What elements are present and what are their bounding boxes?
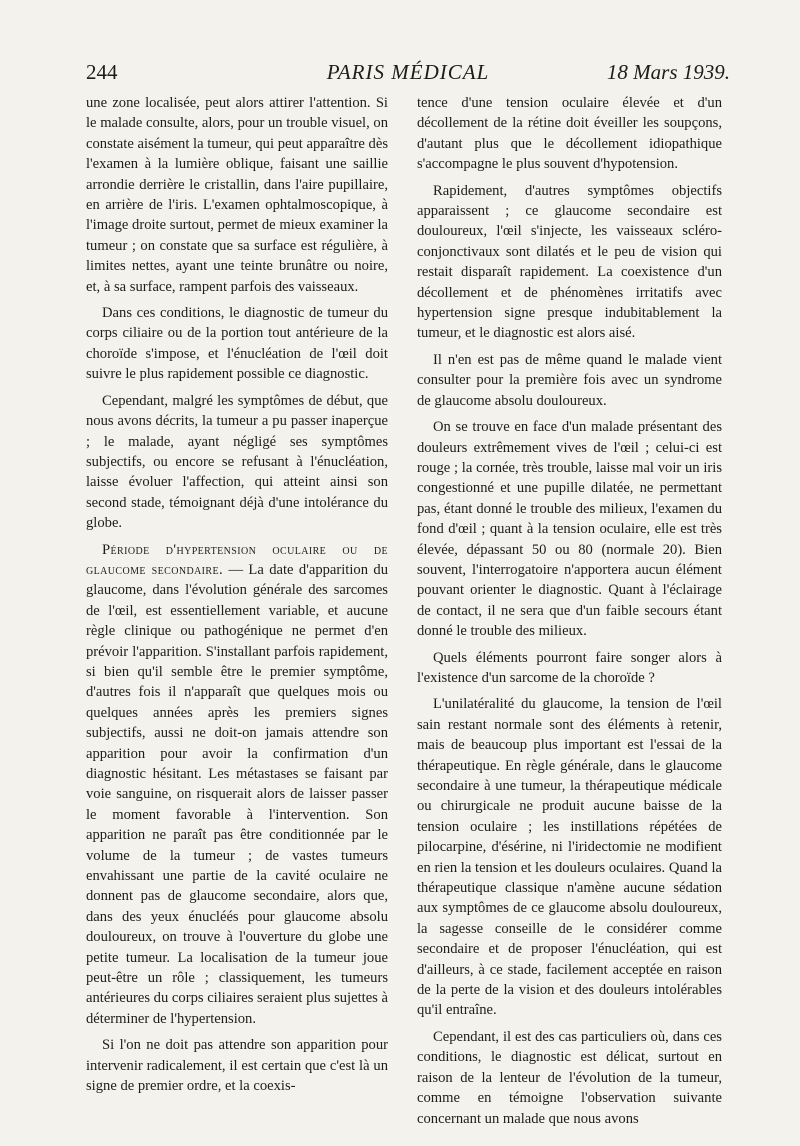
paragraph: Cependant, malgré les symptômes de début, que nous avons décrits, la tumeur a pu passer inaperçue ; le malade, ayant négligé ses symptômes subjectifs, ou encore se refusant à l'énucléation, laisse évoluer l'affection, qui atteint ainsi son second stade, témoignant déjà d'une intolérance du globe. xyxy=(86,392,388,532)
paragraph: Si l'on ne doit pas attendre son apparition pour intervenir radicalement, il est certain que c'est là un signe de premier ordre, et la coexis- xyxy=(86,1037,388,1095)
paragraph: tence d'une tension oculaire élevée et d'un décollement de la rétine doit éveiller les soupçons, d'autant plus que le décollement idiopathique s'accompagne le plus souvent d'hypotension. xyxy=(417,95,722,173)
paragraph: Quels éléments pourront faire songer alors à l'existence d'un sarcome de la choroïde ? xyxy=(417,649,722,686)
paragraph: Rapidement, d'autres symptômes objectifs apparaissent ; ce glaucome secondaire est douloureux, l'œil s'injecte, les vaisseaux scléro-conjonctivaux sont dilatés et le peu de vision qui restait disparaît rapidement. La coexistence d'un décollement et de phénomènes irritatifs avec hypertension signe presque indubitablement la tumeur, et le diagnostic est alors aisé. xyxy=(417,182,722,342)
page-number: 244 xyxy=(86,60,118,84)
paragraph: On se trouve en face d'un malade présentant des douleurs extrêmement vives de l'œil ; celui-ci est rouge ; la cornée, très trouble, laisse mal voir un iris congestionné et une pupille dilatée, ne permettant pas, étant donné le trouble des milieux, l'examen du fond d'œil ; quant à la tension oculaire, elle est très élevée, dépassant 50 ou 80 (normale 20). Bien souvent, l'interrogatoire n'apportera aucun élément pouvant orienter le diagnostic. Quant à l'éclairage de contact, il ne sera que d'un faible secours étant donné le trouble des milieux. xyxy=(417,419,722,640)
paragraph: Cependant, il est des cas particuliers où, dans ces conditions, le diagnostic est délicat, surtout en raison de la lenteur de l'évolution de la tumeur, comme en témoigne l'observation suivante concernant un malade que nous avons xyxy=(417,1028,722,1127)
section-paragraph xyxy=(86,540,388,1030)
left-column xyxy=(86,93,388,1103)
issue-date: 18 Mars 1939. xyxy=(606,60,730,84)
running-title: PARIS MÉDICAL xyxy=(326,60,490,84)
section-text: — La date d'apparition du glaucome, dans l'évolution générale des sarcomes de l'œil, est essentiellement variable, et aucune règle clinique ou pathogénique ne permet d'en prévoir l'apparition. S'installant parfois rapidement, si bien qu'il semble être le premier symptôme, d'autres fois il n'apparaît que quelques mois ou quelques années après les premiers signes subjectifs, aussi ne doit-on jamais attendre son apparition pour avoir la confirmation d'un diagnostic hésitant. Les métastases se faisant par voie sanguine, on risquerait alors de laisser passer le moment favorable à l'intervention. Son apparition ne paraît pas être conditionnée par le volume de la tumeur ; de vastes tumeurs envahissant une partie de la cavité oculaire ne donnent pas de glaucome secondaire, alors que, dans des yeux énucléés pour glaucome absolu douloureux, on trouve à l'ouverture du globe une petite tumeur. La localisation de la tumeur joue peut-être un rôle ; classiquement, les tumeurs antérieures du corps ciliaires seraient plus sujettes à déterminer de l'hypertension. xyxy=(86,561,388,1027)
page-header xyxy=(86,60,730,84)
right-column xyxy=(417,93,722,1135)
paragraph: Il n'en est pas de même quand le malade vient consulter pour la première fois avec un syndrome de glaucome absolu douloureux. xyxy=(417,351,722,409)
section-heading: Période d'hypertension oculaire ou de glaucome secondaire. xyxy=(86,541,388,578)
paragraph: une zone localisée, peut alors attirer l'attention. Si le malade consulte, alors, pour un trouble visuel, on constate aisément la tumeur, qui peut apparaître dès l'examen à la lumière oblique, faisant une saillie arrondie derrière le cristallin, dans l'aire pupillaire, en arrière de l'iris. L'examen ophtalmoscopique, à l'image droite surtout, permet de mieux examiner la tumeur ; on constate que sa surface est régulière, à limites nettes, ayant une teinte brunâtre ou noire, et, à sa surface, rampent parfois des vaisseaux. xyxy=(86,95,388,295)
paragraph: Dans ces conditions, le diagnostic de tumeur du corps ciliaire ou de la portion tout antérieure de la choroïde s'impose, et l'énucléation de l'œil doit suivre le plus rapidement possible ce diagnostic. xyxy=(86,305,388,383)
paragraph: L'unilatéralité du glaucome, la tension de l'œil sain restant normale sont des éléments à retenir, mais de beaucoup plus important est l'essai de la thérapeutique. En règle générale, dans le glaucome secondaire à une tumeur, la thérapeutique médicale ou chirurgicale ne produit aucune baisse de la tension oculaire ; les instillations répétées de pilocarpine, d'ésérine, ni l'iridectomie ne modifient en rien la tension et les douleurs oculaires. Quand la thérapeutique classique n'amène aucune sédation aux symptômes de ce glaucome absolu douloureux, la sagesse conseille de le considérer comme secondaire et de proposer l'énucléation, qui est d'ailleurs, à ce stade, facilement acceptée en raison de la perte de la vision et des douleurs intolérables qu'il entraîne. xyxy=(417,696,722,1019)
